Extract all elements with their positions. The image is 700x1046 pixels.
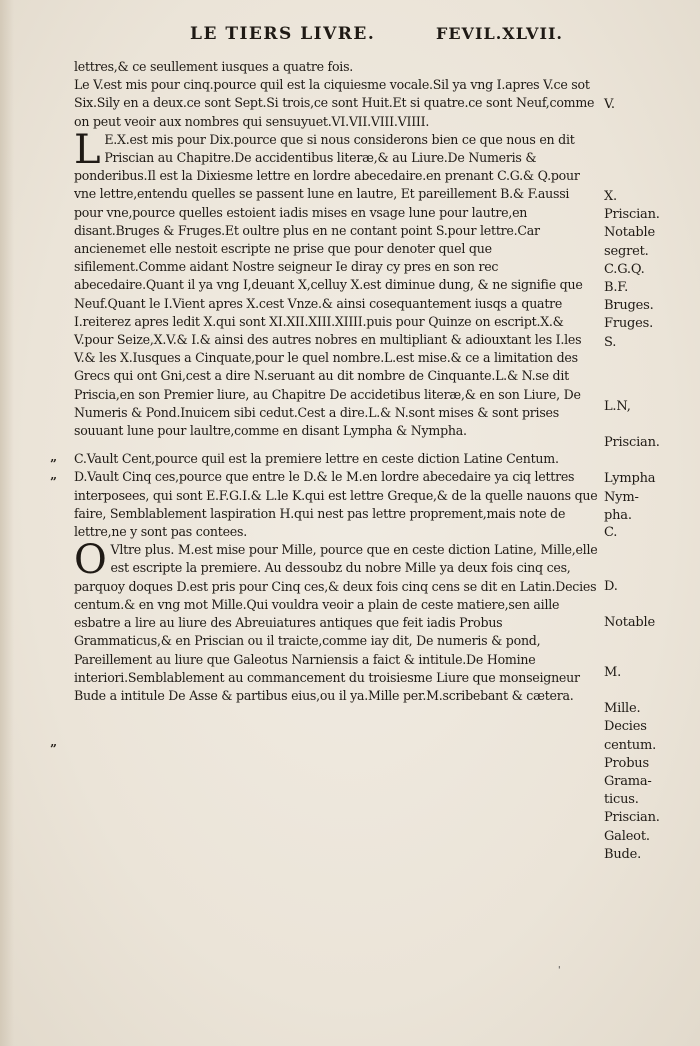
marginal-label: Priscian. <box>604 207 660 223</box>
marginal-label: Galeot. <box>604 828 650 844</box>
marginal-label: Notable <box>604 225 655 241</box>
marginal-label: X. <box>604 189 617 204</box>
marginal-label: L.N, <box>604 399 631 414</box>
paragraph-m-text: Vltre plus. M.est mise pour Mille, pource que en ceste diction Latine, Mille,elle est escripte la premiere. Au dessoubz du nobre Mille ya deux fois cinq ces, parquoy doques D.est pris pour Cinq ces,& deux fois cinq cens se dit en Latin.Decies centum.& en vng mot Mille.Qui vouldra veoir a plain de ceste matiere,sen aille esbatre a lire au liure des Abreuiatures antiques que feit iadis Probus Grammaticus,& en Priscian ou il traicte,comme iay dit, De numeris & pond, Pareillement au liure que Galeotus Narniensis a faict & intitule.De Homine interiori.Semblablement au commancement du troisiesme Liure que monseigneur Bude a intitule De Asse & partibus eius,ou il ya.Mille per.M.scribebant & cætera. <box>74 542 598 703</box>
paragraph-x-text: E.X.est mis pour Dix.pource que si nous considerons bien ce que nous en dit Priscian au Chapitre.De accidentibus literæ,& au Liure.De Numeris & ponderibus.Il est la Dixiesme lettre en lordre abecedaire.en prenant C.G.& Q.pour vne lettre,entendu quelles se passent lune en lautre, Et pareillement B.& F.aussi pour vne,pource quelles estoient iadis mises en vsage lune pour lautre,en disant.Bruges & Fruges.Et oultre plus en ne contant point S.pour lettre.Car ancienemet elle nestoit escripte ne prise que pour denoter quel que sifilement.Comme aidant Nostre seigneur Ie diray cy pres en son rec abecedaire.Quant il ya vng I,deuant X,celluy X.est diminue dung, & ne signifie que Neuf.Quant le I.Vient apres X.cest Vnze.& ainsi cosequantement iusqs a quatre I.reiterez apres ledit X.qui sont XI.XII.XIII.XIIII.puis pour Quinze on escript.X.& V.pour Seize,X.V.& I.& ainsi des autres nobres en multipliant & adiouxtant les I.les V.& les X.Iusques a Cinquate,pour le quel nombre.L.est mise.& ce a limitation des Grecs qui ont Gni,cest a dire N.seruant au dit nombre de Cinquante.L.& N.se dit Priscia,en son Premier liure, au Chapitre De accidetibus literæ,& en son Liure, De Numeris & Pond.Inuicem sibi cedut.Cest a dire.L.& N.sont mises & sont prises souuant lune pour laultre,comme en disant Lympha & Nympha. <box>74 131 583 439</box>
marginal-label: D. <box>604 579 618 594</box>
marginal-label: Priscian. <box>604 435 660 451</box>
drop-initial-l: L <box>74 126 101 173</box>
folio-number: FEVIL.XLVII. <box>436 24 563 43</box>
marginal-notes-x <box>604 188 694 352</box>
running-title: LE TIERS LIVRE. <box>190 24 376 44</box>
marginal-label: Notable <box>604 615 655 631</box>
paragraph-d: D.Vault Cinq ces,pource que entre le D.& le M.en lordre abecedaire ya ciq lettres interposees, qui sont E.F.G.I.& L.le K.qui est lettre Greque,& de la quelle nauons que faire, Semblablement laspiration H.qui nest pas lettre proprement,mais note de lettre,ne y sont pas contees. <box>74 469 598 540</box>
paragraph-m <box>74 537 600 705</box>
marginal-label: Priscian. <box>604 810 660 826</box>
marginal-label: ticus. <box>604 792 639 808</box>
marginal-note-c <box>604 524 694 542</box>
marginal-label: Mille. <box>604 701 641 717</box>
marginal-note-v <box>604 96 694 114</box>
marginal-label: Probus <box>604 755 649 771</box>
marginal-label: B.F. <box>604 280 629 296</box>
marginal-label: Nym- <box>604 489 639 505</box>
marginal-label: pha. <box>604 507 632 523</box>
marginal-label: segret. <box>604 243 649 259</box>
drop-initial-o: O <box>74 537 107 584</box>
marginal-label: Bude. <box>604 846 642 862</box>
marginal-label: Grama- <box>604 774 652 790</box>
paragraph-continuation: lettres,& ce seullement iusques a quatre fois. <box>74 59 354 74</box>
marginal-label: Decies <box>604 719 647 735</box>
marginal-notes-m <box>604 664 694 864</box>
paragraph-x <box>74 126 600 440</box>
marginal-label: centum. <box>604 737 657 753</box>
marginal-label: S. <box>604 334 617 350</box>
marginal-label: Bruges. <box>604 298 654 314</box>
marginal-label: M. <box>604 665 622 680</box>
marginal-notes-l <box>604 398 694 525</box>
paragraph-c: C.Vault Cent,pource quil est la premiere lettre en ceste diction Latine Centum. <box>74 451 559 467</box>
marginal-label: Lympha <box>604 471 656 487</box>
paragraph-v: Le V.est mis pour cinq.pource quil est la ciquiesme vocale.Sil ya vng I.apres V.ce sot Six.Sily en a deux.ce sont Sept.Si trois,ce sont Huit.Et si quatre.ce sont Neuf,comme on peut veoir aux nombres qui sensuyuet.VI.VII.VIII.VIIII. <box>74 77 595 129</box>
marginal-label: C. <box>604 525 618 540</box>
marginal-label: Fruges. <box>604 316 654 332</box>
marginal-notes-d <box>604 578 694 632</box>
quotation-mark: ” <box>50 475 57 489</box>
running-header <box>0 24 700 50</box>
main-text-column <box>74 58 600 705</box>
page-gutter-shadow <box>0 0 14 1046</box>
quotation-mark: ” <box>50 742 57 756</box>
marginal-label: C.G.Q. <box>604 261 645 277</box>
marginal-label: V. <box>604 97 615 112</box>
catchword-mark: ' <box>558 966 561 976</box>
quotation-mark: ” <box>50 457 57 471</box>
